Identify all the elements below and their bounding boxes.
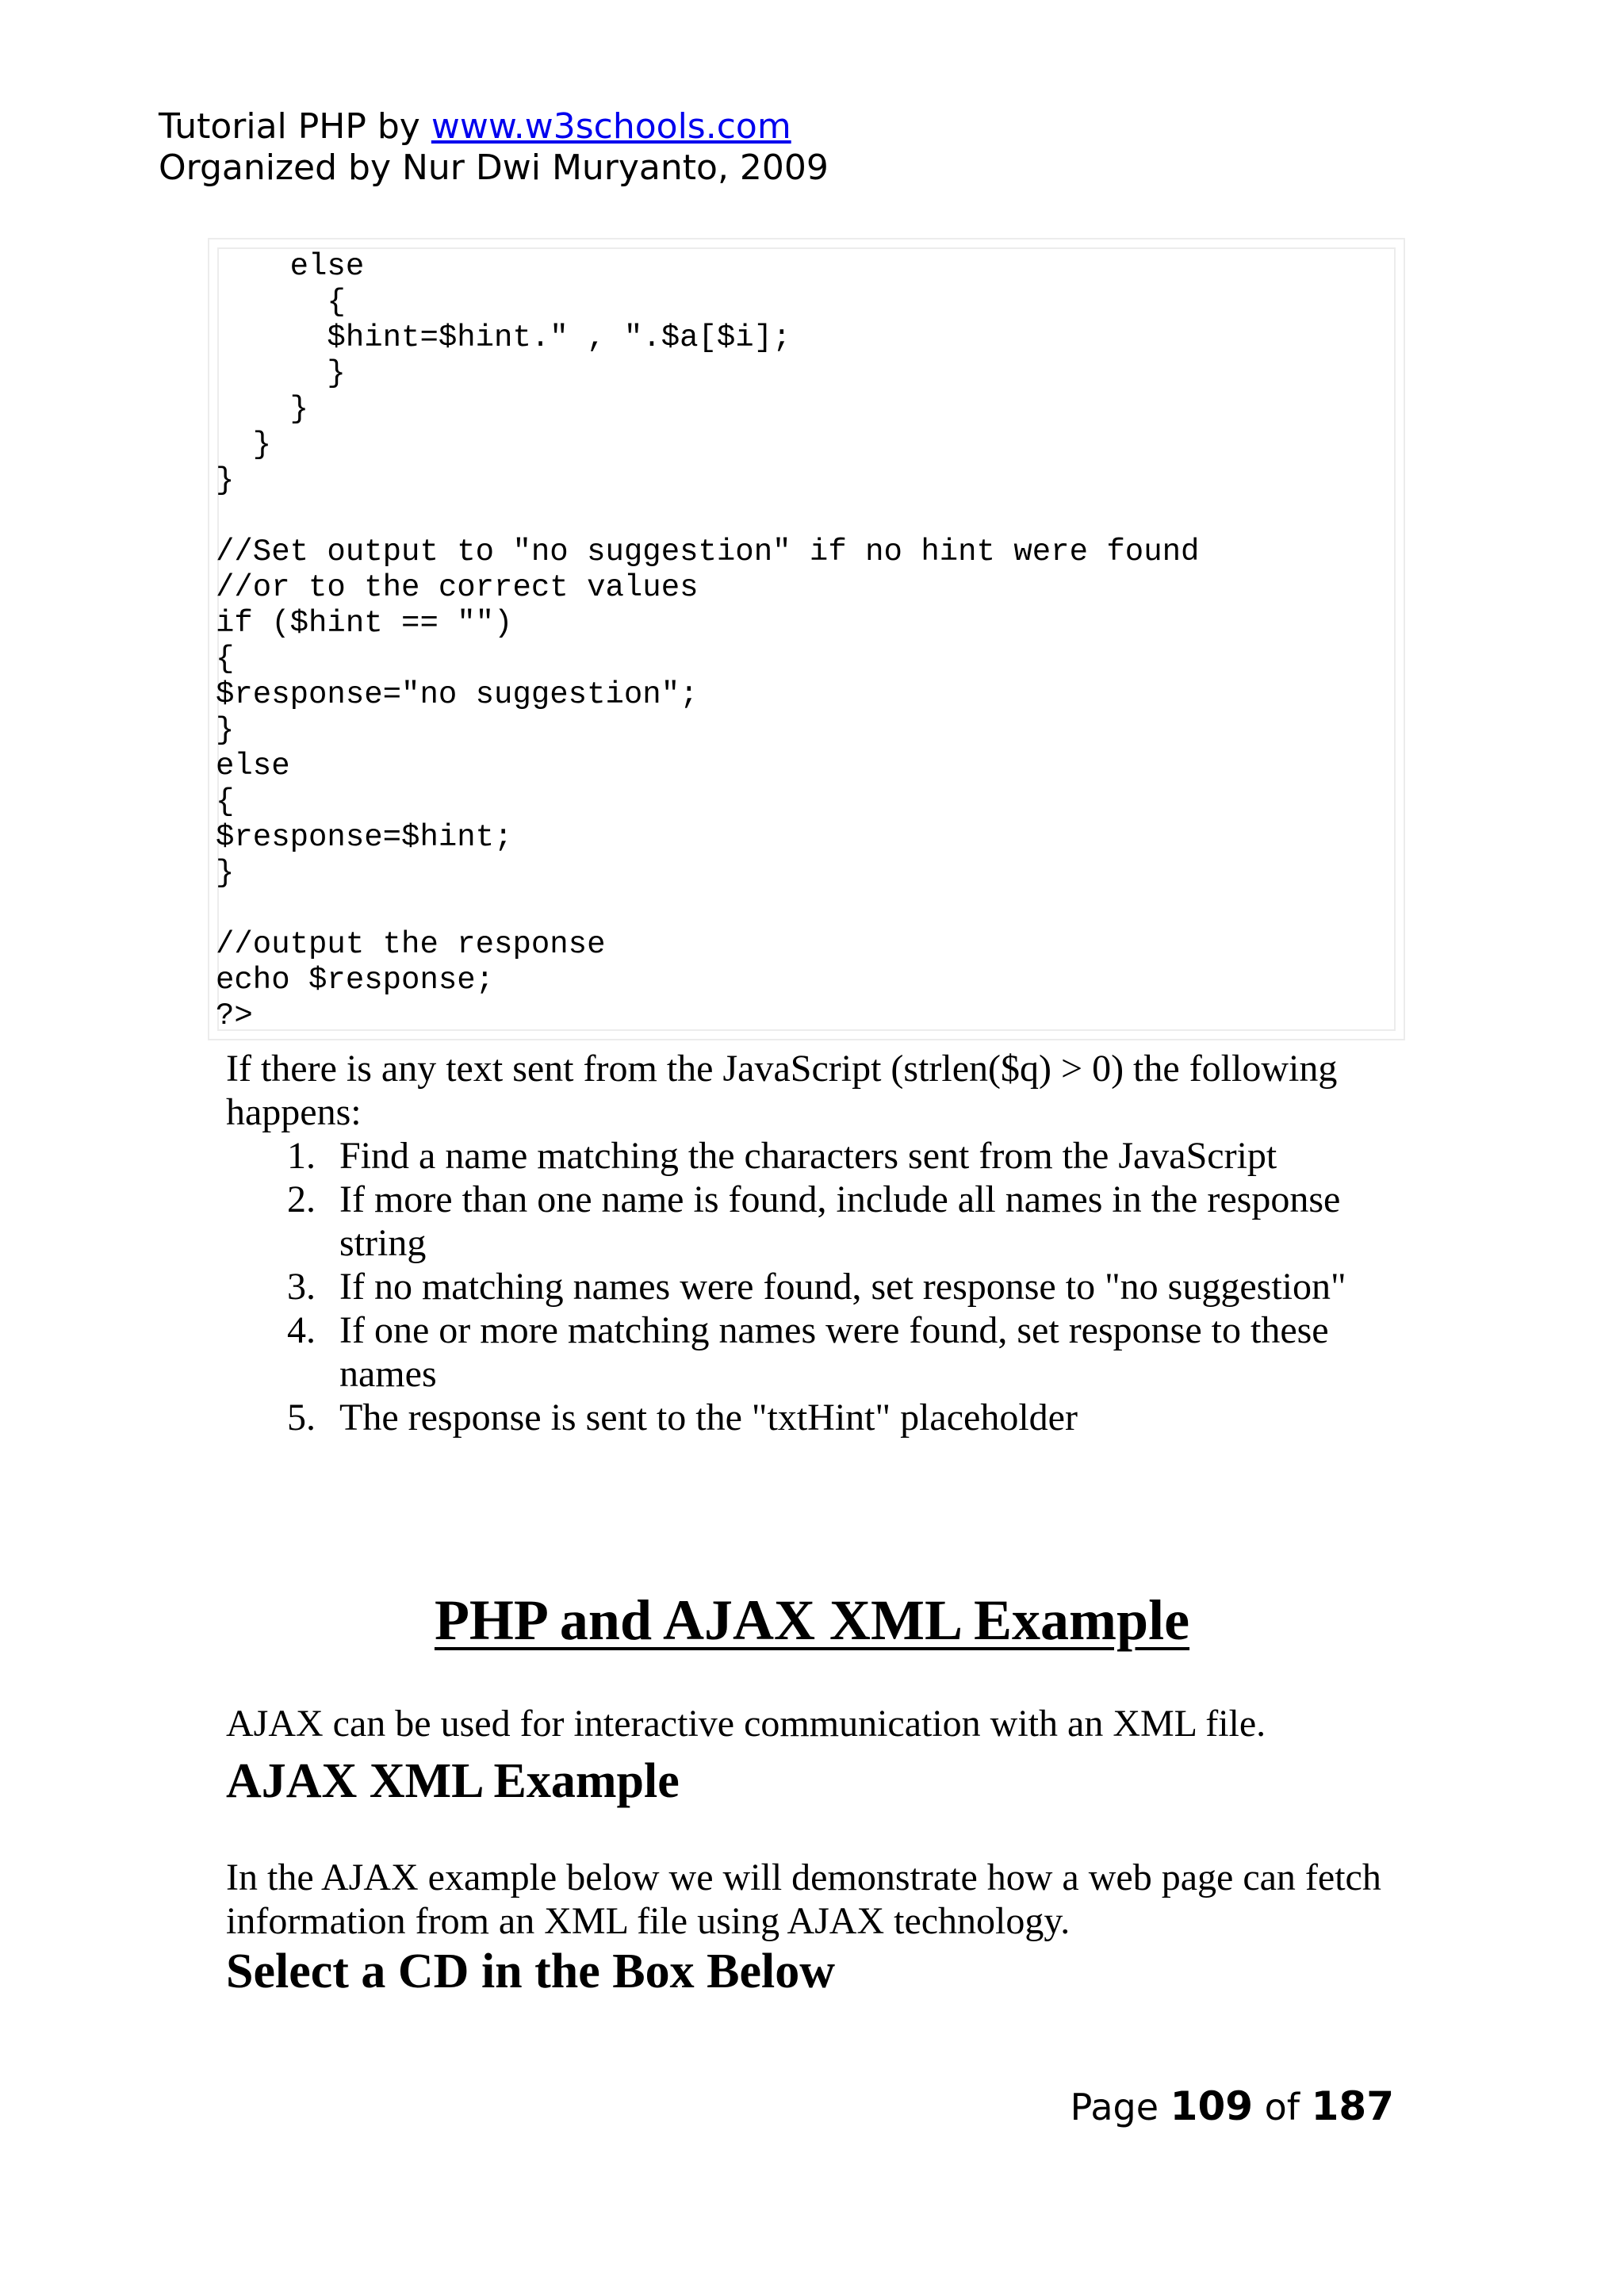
code-line: } bbox=[216, 463, 235, 498]
code-line bbox=[216, 891, 1199, 927]
code-line: { bbox=[216, 784, 235, 819]
list-item bbox=[270, 1178, 1380, 1265]
code-line: //or to the correct values bbox=[216, 570, 699, 605]
ajax-description-paragraph: In the AJAX example below we will demonstrate how a web page can fetch information from an XML file using AJAX technology. bbox=[226, 1856, 1381, 1942]
code-line bbox=[216, 499, 1199, 534]
list-item-text: If one or more matching names were found, set response to these names bbox=[339, 1309, 1329, 1395]
code-line: { bbox=[216, 285, 346, 320]
code-line: //Set output to "no suggestion" if no hint were found bbox=[216, 534, 1200, 569]
list-item-number: 2. bbox=[287, 1178, 316, 1220]
code-line: $hint=$hint." , ".$a[$i]; bbox=[216, 320, 791, 355]
code-line: //output the response bbox=[216, 927, 606, 962]
list-item bbox=[270, 1134, 1380, 1178]
section-title bbox=[0, 1584, 1624, 1656]
list-item-number: 3. bbox=[287, 1266, 316, 1308]
list-item-number: 4. bbox=[287, 1309, 316, 1351]
header-prefix: Tutorial PHP by bbox=[159, 106, 431, 147]
ajax-intro-paragraph: AJAX can be used for interactive communication with an XML file. bbox=[226, 1703, 1266, 1745]
code-line: } bbox=[216, 856, 235, 891]
page-label: Page bbox=[1070, 2086, 1170, 2128]
section-title-text: PHP and AJAX XML Example bbox=[434, 1588, 1190, 1652]
list-item bbox=[270, 1396, 1380, 1439]
w3schools-link[interactable]: www.w3schools.com bbox=[431, 106, 791, 147]
code-line: if ($hint == "") bbox=[216, 606, 513, 641]
code-line: else bbox=[216, 249, 365, 284]
code-line: else bbox=[216, 749, 290, 784]
code-line: } bbox=[216, 356, 346, 391]
code-line: } bbox=[216, 713, 235, 748]
code-line: } bbox=[216, 427, 272, 462]
subheading-select-cd: Select a CD in the Box Below bbox=[226, 1944, 836, 1998]
list-item-number: 5. bbox=[287, 1397, 316, 1439]
list-item bbox=[270, 1308, 1380, 1396]
list-item-text: If more than one name is found, include all names in the response string bbox=[339, 1178, 1341, 1264]
code-line: $response=$hint; bbox=[216, 820, 513, 855]
intro-paragraph: If there is any text sent from the JavaScript (strlen($q) > 0) the following happens: bbox=[226, 1048, 1338, 1133]
code-line: { bbox=[216, 642, 235, 676]
page-number-footer bbox=[1071, 2084, 1394, 2129]
steps-list bbox=[270, 1134, 1380, 1439]
list-item-text: If no matching names were found, set response to "no suggestion" bbox=[339, 1266, 1346, 1308]
subheading-ajax-xml-example: AJAX XML Example bbox=[226, 1754, 680, 1808]
code-line: echo $response; bbox=[216, 963, 495, 998]
of-label: of bbox=[1253, 2086, 1312, 2128]
code-line: $response="no suggestion"; bbox=[216, 677, 699, 712]
code-block bbox=[216, 249, 1199, 1034]
total-pages: 187 bbox=[1311, 2083, 1394, 2129]
code-line: ?> bbox=[216, 998, 253, 1033]
code-line: } bbox=[216, 392, 309, 427]
list-item-text: The response is sent to the "txtHint" placeholder bbox=[339, 1397, 1078, 1439]
current-page-number: 109 bbox=[1170, 2083, 1254, 2129]
page-header bbox=[159, 106, 829, 189]
header-line-2: Organized by Nur Dwi Muryanto, 2009 bbox=[159, 148, 829, 188]
list-item-text: Find a name matching the characters sent from the JavaScript bbox=[339, 1135, 1277, 1177]
list-item bbox=[270, 1265, 1380, 1308]
header-line-1 bbox=[159, 106, 829, 148]
list-item-number: 1. bbox=[287, 1135, 316, 1177]
